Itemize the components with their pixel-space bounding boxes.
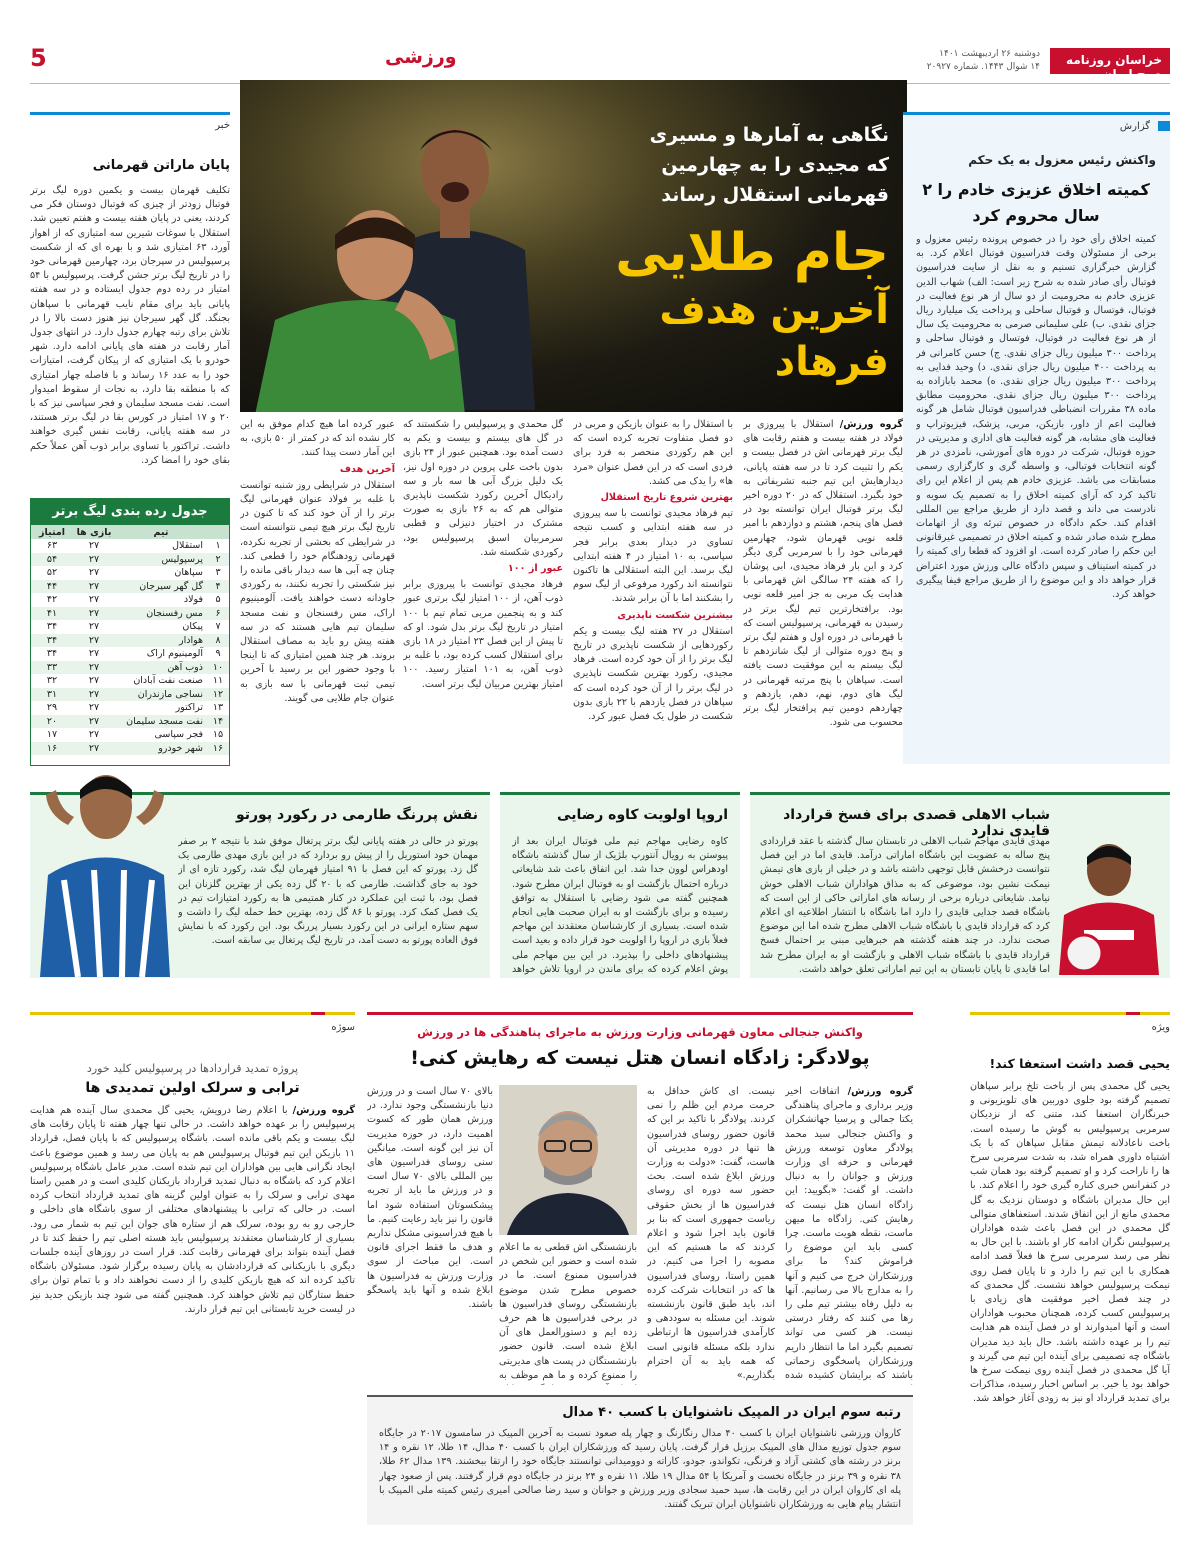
points-cell: ۲۰ (31, 715, 73, 729)
points-cell: ۶۳ (46, 540, 58, 552)
points-cell: ۳۱ (31, 688, 73, 702)
table-row (31, 607, 229, 621)
team-cell: نساجی مازندران (115, 688, 207, 702)
games-cell: ۲۷ (88, 594, 100, 606)
table-row (31, 580, 229, 594)
section-divider (30, 1012, 355, 1015)
player-photo (34, 755, 174, 977)
games-header: بازی ها (73, 525, 115, 539)
article-text: با استقلال را به عنوان بازیکن و مربی در دو فصل متفاوت تجربه کرده است که این هم رکوردی منحصر به فرد برای فردی است که در این فصل عنوان «مرد ها» را یدک می کشد. (573, 419, 733, 487)
rank-cell: ۵ (215, 594, 221, 606)
hero-photo (240, 80, 907, 412)
masthead (30, 42, 1170, 84)
news-headline: پایان ماراتن قهرمانی (92, 158, 230, 173)
league-table-grid (31, 525, 229, 755)
story-tag: ویژه (1151, 1022, 1170, 1033)
rank-cell: ۶ (207, 607, 229, 621)
story-body-wrap (30, 1104, 355, 1520)
player-photo (1054, 835, 1164, 975)
team-cell: فجر سپاسی (154, 729, 203, 741)
story-kicker: پروژه تمدید قراردادها در پرسپولیس کلید خورد (86, 1062, 299, 1075)
story-body: پورتو در حالی در هفته پایانی لیگ برتر پرتغال موفق شد با نتیجه ۲ بر صفر مهمان خود استوریل را از پیش رو بردارد که در این بازی مهدی طارمی یک گل زد. پورتو که این فصل با ۹۱ امتیاز قهرمان لیگ شد، رکورد تازه ای از خود به جای گذاشت. طارمی که با ۲۰ گل زده یکی از بهترین گلزنان این فصل بود، با ثبت این عملکرد در کنار همتیمی ها به رکورد امتیازات تیم در یک فصل کمک کرد. پورتو با ۸۶ گل زده، بهترین خط حمله لیگ را داشت و سهم ستاره ایرانی در این رکورد بسیار پررنگ بود. این رکورد که با نمایش فوق العاده پورتو به دست آمد، در تاریخ لیگ پرتغال بی سابقه است. (178, 836, 478, 947)
medal-body: کاروان ورزشی ناشنوایان ایران با کسب ۴۰ مدال رنگارنگ و چهار پله صعود نسبت به آخرین المپیک در سامسون ۲۰۱۷ در جایگاه سوم جدول توزیع مدال های المپیک برزیل قرار گرفت. پایان رسید که ورزشکاران ایران با کسب ۴۰ مدال، ۱۴ طلا، ۱۲ نقره و ۱۴ برنز در رشته های کشتی آزاد و فرنگی، تکواندو، جودو، کاراته و دوومیدانی توانستند جایگاه خود را ارتقا ببخشند. ۱۳۹ مدال ۶۲ طلا، ۳۸ نقره و ۳۹ برنز در جایگاه نخست و آمریکا با ۵۴ مدال ۱۹ طلا، ۱۱ نقره و ۲۴ برنز در جایگاه دوم قرار گرفتند. پس از صعود چهار پله ای کاروان ایران در این رقابت ها، سید حمید سجادی وزیر ورزش و جوانان و سید رضا صالحی امیری رئیس کمیته ملی المپیک با انتشار پیام هایی به ورزشکاران ناشنوایان ایران تبریک گفتند. (379, 1428, 901, 1511)
article-text: گل محمدی و پرسپولیس را شکستند که در گل های بیستم و بیست و یکم به دست آمده بود. همچنین عبور از ۲۴ بازی بدون باخت علی پروین در دوره اول نیز، یک دلیل بزرگ آبی ها سه بار و سه رادیکال آخرین رکورد شکست ناپذیری متوالی هم که به ۲۶ بازی به صورت مشترک در اختیار دنیزلی و قطبی سرمربیان اسبق پرسپولیس بود، رکوردی شکسته شد. (403, 419, 563, 558)
hero-article-column-2 (573, 418, 733, 764)
rank-cell: ۴ (207, 580, 229, 594)
points-cell: ۳۴ (46, 621, 58, 633)
rank-cell: ۱۶ (207, 742, 229, 756)
rank-header (207, 525, 229, 539)
games-cell: ۲۷ (88, 675, 100, 687)
issue-info (927, 48, 1040, 74)
date-line: دوشنبه ۲۶ اردیبهشت ۱۴۰۱ (939, 49, 1040, 59)
team-cell: صنعت نفت آبادان (133, 675, 203, 687)
story-rezaei (500, 792, 740, 978)
points-cell: ۲۹ (46, 702, 58, 714)
table-row (31, 688, 229, 702)
table-row (31, 647, 229, 661)
byline: گروه ورزش/ (847, 1086, 913, 1097)
points-cell: ۳۴ (31, 634, 73, 648)
points-cell: ۴۴ (31, 580, 73, 594)
story-body: یحیی گل محمدی پس از باخت تلخ برابر سپاهان تصمیم گرفته بود جلوی دوربین های تلویزیونی و خبرنگاران استعفا کند، متنی که از نزدیکان سرمربی پرسپولیس به گوش ما رسیده است. باخت ناعادلانه تیمش مقابل سپاهان که با یک اشتباه داوری همراه شد، به شدت سرمربی سرخ ها را ناراحت کرد و او تصمیم گرفته بود همان شب در کنفرانس خبری کناره گیری خود را اعلام کند. با این حال مدیران باشگاه و دوستان نزدیک به گل محمدی مانع از این اتفاق شدند. استعفاهای متوالی گل محمدی در این فصل باعث شده هواداران پرسپولیس نگران ادامه کار او باشند. با این حال به نظر می رسد سرمربی سرخ ها فعلاً قصد ادامه همکاری با این تیم را دارد و تا پایان فصل روی نیمکت پرسپولیس خواهد نشست. گل محمدی که در چند فصل اخیر موفقیت های زیادی با پرسپولیس کسب کرده، همچنان محبوب هواداران است و آنها امیدوارند او در فصل آینده هم هدایت تیم را بر عهده داشته باشد. حال باید دید مدیران باشگاه چه تصمیمی برای آینده این تیم می گیرند و آیا گل محمدی در فصل آینده روی نیمکت سرخ ها خواهد بود یا خیر. بر اساس اخبار رسیده، مذاکرات برای تمدید قرارداد او نیز به زودی آغاز خواهد شد. (970, 1081, 1170, 1405)
report-body: کمیته اخلاق رأی خود را در خصوص پرونده رئیس معزول و برخی از مسئولان وقت فدراسیون فوتبال اعلام کرد. به گزارش خبرگزاری تسنیم و به نقل از سایت فدراسیون فوتبال رأی صادر شده به شرح زیر است: الف) شهاب الدین عزیزی خادم به محرومیت از دو سال از هر نوع فعالیت در فوتبال، فوتسال و فوتبال ساحلی و پرداخت یک میلیارد ریال جزای نقدی. ب) علی سلیمانی صرمی به محرومیت یک سال از هر نوع فعالیت در فوتبال، فوتسال و فوتبال ساحلی و پرداخت ۳۰۰ میلیون ریال جزای نقدی. ج) حسن کامرانی فر به پرداخت ۴۰۰ میلیون ریال جزای نقدی. د) وحید فدایی به پرداخت ۳۰۰ میلیون ریال جزای نقدی. ه) محمد بابازاده به پرداخت ۳۰۰ میلیون ریال جزای نقدی. محرومیت مطابق ماده ۳۸ مقررات انضباطی فدراسیون فوتبال شامل هر گونه فعالیت اعم از داور، بازیکن، مربی، پزشک، فیزیوتراپ و فعالیت های مشابه، هر گونه فعالیت های اداری و مدیریتی در حوزه فوتبال، شرکت در دوره های آموزشی، نامزدی در هر گونه انتخابات فوتبالی، و واسطه گری و کارگزاری رسمی مسابقات می باشد. عزیزی خادم هم پس از اعلام این رای تاکید کرد که آرای کمیته اخلاق را به تصمیم یک سویه و نادرست می داند و قصد دارد از طریق مراجع بین المللی اقدام کند. حکم دادگاه در خصوص تبرئه وی از اتهامات مطرح شده صادر شده و کمیته اخلاق در تصمیمی غیرقانونی این حکم را صادر کرده است. او افزود که قطعا رای کمیته را در کمیته استیناف و سپس دادگاه عالی ورزش مورد اعتراض قرار خواهد داد و این موضوع را از طریق مراجع فیفا پیگیری خواهد کرد. (916, 234, 1156, 601)
table-row (31, 566, 229, 580)
team-cell: گل گهر سیرجان (115, 580, 207, 594)
points-cell: ۵۴ (31, 553, 73, 567)
story-body: با اعلام رضا درویش، یحیی گل محمدی سال آینده هم هدایت پرسپولیس را بر عهده خواهد داشت. در حالی تنها چهار هفته تا پایان رقابت های لیگ بیست و یکم باقی مانده است. باشگاه پرسپولیس که با پایان فصل، قرارداد ۱۱ بازیکن این تیم فوتبال پرسپولیس هم به پایان می رسد و همین موضوع باعث ایجاد نگرانی هایی بین هواداران این تیم شده است. مدیر عامل باشگاه پرسپولیس اعلام کرد که باشگاه به دنبال تمدید قرارداد بازیکنان کلیدی است و در همین راستا مهدی ترابی و سرلک را به عنوان اولین گزینه های تمدید قرارداد انتخاب کرده است. در حالی که ترابی با پیشنهادهای مختلفی از سوی باشگاه های داخلی و خارجی رو به رو بوده، سرلک هم از ستاره های جوان این تیم به شمار می رود. بسیاری از کارشناسان معتقدند پرسپولیس باید هسته اصلی تیم را حفظ کند تا در فصل آینده بتواند برای قهرمانی رقابت کند. قرار است در روزهای آینده جلسات دیگری با بازیکنانی که قراردادشان به پایان رسیده برگزار شود. مسئولان باشگاه تاکید کرده اند که هیچ بازیکن کلیدی را از دست نخواهند داد و با تمام توان برای حفظ ستارگان تیم تلاش خواهند کرد. همچنین گفته می شود چند بازیکن جدید نیز در لیست خرید تابستانی این تیم قرار دارند. (30, 1105, 355, 1315)
article-text: استقلال با پیروزی بر فولاد در هفته بیست و هفتم رقابت های لیگ برتر قهرمانی اش در فصل بیست و یکم را تثبیت کرد تا در سه هفته پایانی، دیدارهایش این تیم جنبه تشریفاتی به خود بگیرد. استقلال که در ۲۰ دوره اخیر لیگ برتر فوتبال ایران توانسته بود در فصل های پنجم، هشتم و دوازدهم با امیر قلعه نویی قهرمان شود، چهارمین قهرمانی خود را با سرمربی گری دیگر کرد و این بار فرهاد مجیدی، ابی پوشان را که هفته ۲۴ سالگی اش قهرمانی با هدایت یک مربی به جز امیر قلعه نویی بود. برافتخارترین تیم لیگ برتر در رسیدن به قهرمانی، پرسپولیس است که با قهرمانی در دوره اول و هفتم لیگ برتر و پنج دوره متوالی از لیگ شانزدهم تا لیگ بیستم به این موفقیت دست یافته است. سپاهان با پنج مرتبه قهرمانی در لیگ های دوم، نهم، دهم، یازدهم و چهاردهم دومین تیم پرافتخار لیگ برتر محسوب می شود. (743, 419, 903, 729)
table-row (31, 593, 229, 607)
story-tag: سوژه (331, 1022, 355, 1033)
player-figure-illustration (255, 200, 465, 412)
story-headline: نقش پررنگ طارمی در رکورد پورتو (235, 807, 478, 823)
team-cell: پیکان (182, 621, 203, 633)
points-cell: ۱۷ (46, 729, 58, 741)
table-row (31, 701, 229, 715)
league-table-title: جدول رده بندی لیگ برتر (31, 499, 229, 525)
hero-subtitle: آخرین هدف (659, 287, 889, 333)
rank-cell: ۱۰ (207, 661, 229, 675)
games-cell: ۲۷ (73, 553, 115, 567)
team-cell: مس رفسنجان (115, 607, 207, 621)
report-headline: کمیته اخلاق عزیزی خادم را ۲ سال محروم کرد (922, 180, 1150, 225)
hero-kicker-line: که مجیدی را به چهارمین (661, 154, 889, 176)
games-cell: ۲۷ (88, 540, 100, 552)
games-cell: ۲۷ (88, 648, 100, 660)
main-story-column-2: نیست. ای کاش حداقل به حرمت مردم این ظلم را نمی کردند. پولادگر با تاکید بر این که قانون حضور روسای فدراسیون ها تنها در دوره مدیریتی آن هاست، گفت: «دولت به وزارت ورزش ابلاغ شده است. بحث حضور سه دوره ای روسای فدراسیون ها از بخش حقوقی ریاست جمهوری است که بنا بر قانون باید اجرا شود و اعلام کردند که ما هستیم که این مصوبه را اجرا می کنیم. در همین راستا، روسای فدراسیون ها که در انتخابات شرکت کرده اند، باید طبق قانون بازنشسته شوند. این مسئله به سوددهی و کارآمدی فدراسیون ها ارتباطی ندارد بلکه مسئله قانونی است که همه باید به آن احترام بگذاریم.» (647, 1086, 775, 1382)
hero-article-column-4 (240, 418, 395, 764)
story-qaedi (750, 792, 1170, 978)
story-golmohammadi (970, 1012, 1170, 1520)
games-cell: ۲۷ (88, 702, 100, 714)
team-cell: پرسپولیس (115, 553, 207, 567)
news-divider (30, 112, 230, 115)
story-body: مهدی قایدی مهاجم شباب الاهلی در تابستان سال گذشته با عقد قراردادی پنج ساله به عضویت این باشگاه اماراتی درآمد. قایدی اما در این فصل نتوانست درخشش قابل توجهی داشته باشد و در خیلی از بازی های تیمش نیمکت نشین بود، موضوعی که به مذاق هواداران شباب الاهلی خوش نیامد. شایعاتی درباره برخی از رسانه های اماراتی حاکی از این است که باشگاه قصد جدایی قایدی را دارد اما باشگاه با انتشار اطلاعیه ای اعلام کرد که قرارداد قایدی با باشگاه شباب الاهلی مطرح شده اما این موضوع صحت ندارد. در چند هفته گذشته هم خبرهایی مبنی بر احتمال فسخ قرارداد قایدی با باشگاه شباب الاهلی و بازگشت او به ایران مطرح شد اما قایدی تا پایان تابستان به این تیم اماراتی تعلق خواهد داشت. (760, 836, 1050, 975)
article-text: فرهاد مجیدی توانست با پیروزی برابر ذوب آهن، از ۱۰۰ امتیاز لیگ برتری عبور کند و به پنجمین مربی تمام تیم با ۱۰۰ امتیاز در تاریخ لیگ برتر بدل شود. او که تا پیش از این فصل ۲۳ امتیاز در ۱۸ بازی برای استقلال کسب کرده بود، با غلبه بر ذوب آهن، به ۱۰۱ امتیاز رسید. ۱۰۰ امتیاز بهترین مربیان لیگ برتر است. (403, 579, 563, 690)
medal-story (367, 1395, 913, 1525)
article-text: تیم فرهاد مجیدی توانست با سه پیروزی در سه هفته ابتدایی و کسب نتیجه تساوی در دیدار بعدی برابر فجر سپاسی، به ۱۰ امتیاز در ۴ هفته ابتدایی لیگ برسد. این البته استقلالی ها تاکنون نتوانسته اند رکورد مرفوعی از لیگ سوم را بشکنند اما با آن برابر شدند. (573, 508, 733, 605)
team-header: تیم (115, 525, 207, 539)
games-cell: ۲۷ (73, 580, 115, 594)
report-tag: گزارش (1119, 121, 1150, 132)
hero-article-column-1 (743, 418, 903, 764)
hero-kicker-line: نگاهی به آمارها و مسیری (649, 124, 889, 146)
byline: گروه ورزش/ (292, 1105, 355, 1116)
article-subheading: بیشترین شکست ناپذیری (617, 609, 733, 621)
rank-cell: ۸ (207, 634, 229, 648)
article-text: استقلال در ۲۷ هفته لیگ بیست و یکم رکوردهایی از شکست ناپذیری در تاریخ لیگ برتر را از آن خود کرده است. فرهاد مجیدی، رکورد بهترین شکست ناپذیری در لیگ برتر را از آن خود کرده است که سپاهان در فصل یازدهم با ۲۲ بازی بدون شکست در طول یک فصل عبور کرد. (573, 625, 733, 723)
rank-cell: ۱۴ (207, 715, 229, 729)
table-row (31, 661, 229, 675)
main-story-column-3: بازنشستگی اش قطعی به ما اعلام شده است و حضور این شخص در فدراسیون ممنوع است. ما در خصوص مطرح شدن موضوع بازنشستگی روسای فدراسیون ها در برخی فدراسیون ها هم حرف زده ایم و دستورالعمل های آن ابلاغ شده است. قانون حضور بازنشستگان در پست های مدیریتی را ممنوع کرده و ما هم موظف به (499, 1242, 637, 1381)
league-table (30, 498, 230, 766)
team-cell: فولاد (183, 594, 203, 606)
story-headline: اروپا اولویت کاوه رضایی (557, 807, 728, 823)
official-portrait-photo (499, 1085, 637, 1235)
team-cell: تراکتور (175, 702, 203, 714)
story-headline: ترابی و سرلک اولین تمدیدی ها (85, 1080, 300, 1096)
byline: گروه ورزش/ (839, 419, 903, 430)
newspaper-logo: خراسان روزنامه صبح ایران (1050, 48, 1170, 74)
rank-cell: ۱۳ (212, 702, 224, 714)
story-contracts (30, 1012, 355, 1520)
team-cell: نفت مسجد سلیمان (115, 715, 207, 729)
story-body: کاوه رضایی مهاجم تیم ملی فوتبال ایران بعد از پیوستن به رویال آنتورپ بلژیک از سال گذشته باشگاه اودهراس لوون جدا شد. این اتفاق باعث شد شایعاتی درباره احتمال بازگشت او به فوتبال ایران مطرح شود. همچنین گفته می شود رضایی با استقلال به توافق رسیده و برای بازگشت او به ایران صحبت هایی انجام شده است. بسیاری از کارشناسان معتقدند این مهاجم فعلاً بازی در اروپا را اولویت خود قرار داده و بعید است پیشنهادهای داخلی را بپذیرد. در این بین مهاجم ملی پوش اعلام کرده که برای ماندن در اروپا تلاش خواهد (512, 836, 728, 975)
table-header-row (31, 525, 229, 539)
medal-headline: رتبه سوم ایران در المپیک ناشنوایان با کسب ۴۰ مدال (562, 1405, 901, 1420)
table-row (31, 553, 229, 567)
section-name: ورزشی (385, 46, 457, 68)
table-row (31, 742, 229, 756)
news-body: تکلیف قهرمان بیست و یکمین دوره لیگ برتر فوتبال زودتر از چیزی که فوتبال دوستان فکر می کردند، یعنی در پایان هفته بیست و هفتم تعیین شد. استقلال با سوغات شیرین سه امتیازی که از اهواز آورد، ۶۳ امتیازی شد و با بهره ای که از شکست پرسپولیس در سپرجان برد، چهارمین قهرمانی خود را در تاریخ لیگ برتر جشن گرفت. پرسپولیس با ۵۴ امتیاز در رده دوم جدول ایستاده و در سه هفته پایانی باید برای مقام نایب قهرمانی با سپاهان بجنگد. گل گهر سیرجان نیز هنوز دست بالا را در تلاش برای رتبه چهارم جدول دارد. در انتهای جدول آمار رقابت در هفته های پایانی ادامه دارد. شهر خودرو با یک امتیازی که از پیکان گرفت، امتیازات خود را به عدد ۱۶ رساند و با فاصله چهار امتیازی که با منطقه بقا دارد، به نجات از سقوط امیدوار است. نفت مسجد سلیمان و فجر سپاسی نیز که با ۲۰ و ۱۷ امتیاز در کورس بقا در لیگ برتر هستند، در سه هفته پایانی، رقابت نفس گیری خواهند داشت. تراکتور با تساوی برابر ذوب آهن عملاً حکم بقای خود را امضا کرد. (30, 185, 230, 466)
games-cell: ۲۷ (73, 715, 115, 729)
article-text: عبور کرده اما هیچ کدام موفق به این کار نشده اند که در کمتر از ۵۰ بازی، به این آمار دست پیدا کنند. (240, 419, 395, 459)
rank-cell: ۷ (215, 621, 221, 633)
games-cell: ۲۷ (73, 634, 115, 648)
team-cell: سپاهان (174, 567, 203, 579)
table-row (31, 634, 229, 648)
rank-cell: ۲ (207, 553, 229, 567)
article-text: استقلال در شرایطی روز شنبه توانست با غلبه بر فولاد عنوان قهرمانی لیگ برتر را از آن خود کند که تا کنون در تاریخ لیگ برتر هیچ تیمی نتوانسته است در شرایطی که بخشی از تجربه نکرده، قهرمانی زودهنگام خود را قطعی کند. چنان چه آبی ها سه دیدار باقی مانده را نیز شکستی را تجربه نکنند، به رکوردی جاودانه دست خواهند یافت. آلومینیوم اراک، مس رفسنجان و نفت مسجد سلیمان تیم هایی هستند که در سه هفته پیش رو باید به مصاف استقلال بروند. هر چند همین امتیازی که تا اینجا با وجود حضور این بر رسید با آخرین تیمی ثبت قهرمانی با سه بازی به عنوان جام طلایی می گویند. (240, 479, 395, 704)
table-row (31, 674, 229, 688)
games-cell: ۲۷ (88, 621, 100, 633)
table-row (31, 728, 229, 742)
issue-line: ۱۴ شوال ۱۴۴۳. شماره ۲۰۹۲۷ (926, 62, 1040, 72)
points-cell: ۱۶ (31, 742, 73, 756)
hero-subtitle: فرهاد (774, 339, 889, 385)
hero-kicker-line: قهرمانی استقلال رساند (661, 184, 889, 206)
report-tag-marker (1158, 121, 1170, 131)
report-kicker: واکنش رئیس معزول به یک حکم (968, 153, 1156, 167)
rank-cell: ۱۲ (207, 688, 229, 702)
main-story-column-1 (785, 1085, 913, 1385)
league-table-body (31, 539, 229, 755)
games-cell: ۲۷ (88, 729, 100, 741)
story-headline: شباب الاهلی قصدی برای فسخ قرارداد قایدی ندارد (783, 807, 1050, 839)
main-story-kicker: واکنش جنجالی معاون قهرمانی وزارت ورزش به ماجرای پناهندگی ها در ورزش (417, 1025, 863, 1039)
team-cell: استقلال (172, 540, 203, 552)
report-box (903, 112, 1170, 764)
points-cell: ۴۲ (46, 594, 58, 606)
points-cell: ۳۲ (46, 675, 58, 687)
article-text: اتفاقات اخیر وزیر برداری و ماجرای پناهندگی یکتا جمالی و پرسیا جهانشکران و واکنش جنجالی سید محمد پولادگر معاون توسعه ورزش قهرمانی و حرفه ای وزارت ورزش و جوانان را به دنبال داشت. او گفت: «بگویید: این زادگاه انسان هتل نیست که رهایش کنی. زادگاه ما میهن ماست، نقطه هویت ماست. چرا کسی باید این موضوع را فراموش کند؟ ما برای ورزشکاران خرج می کنیم و آنها را به مدارج بالا می رسانیم. آنها به دلیل رفاه بیشتر تیم ملی را رها می کنند که رفتار درستی نیست. هر کسی می تواند تصمیم بگیرد اما ما انتظار داریم ورزشکاران پاسخگوی زحماتی باشند که برایشان کشیده شده (785, 1086, 913, 1382)
rank-cell: ۱ (215, 540, 221, 552)
points-cell: ۵۲ (46, 567, 58, 579)
story-headline: یحیی قصد داشت استعفا کند! (989, 1056, 1170, 1071)
news-tag: خبر (215, 120, 230, 131)
games-cell: ۲۷ (88, 567, 100, 579)
article-subheading: عبور از ۱۰۰ (507, 563, 563, 575)
games-cell: ۲۷ (73, 688, 115, 702)
games-cell: ۲۷ (73, 607, 115, 621)
hero-article-column-3 (403, 418, 563, 764)
table-row (31, 539, 229, 553)
middle-band (30, 792, 1170, 978)
hero-title: جام طلایی (615, 223, 889, 283)
table-row (31, 715, 229, 729)
team-cell: هوادار (115, 634, 207, 648)
table-row (31, 620, 229, 634)
rank-cell: ۹ (215, 648, 221, 660)
rank-cell: ۳ (215, 567, 221, 579)
section-divider (970, 1012, 1170, 1015)
main-story-headline: پولادگر: زادگاه انسان هتل نیست که رهایش کنی! (410, 1047, 870, 1069)
main-story-column-4: بالای ۷۰ سال است و در ورزش دنیا بازنشستگی وجود ندارد. در ورزش همان طور که کسوت اهمیت دارد، در حوزه مدیریت آن نیز این گونه است. میانگین سنی روسای فدراسیون های بین المللی بالای ۷۰ سال است و در ورزش ما باید از تجربه پیشکسوتان استفاده شود اما قانون را نیز باید رعایت کنیم. ما با هیچ فدراسیونی مشکل نداریم و هدف ما فقط اجرای قانون است. این مباحث از سوی وزارت ورزش به فدراسیون ها ابلاغ شده و آنها باید پاسخگو باشند. (367, 1086, 493, 1311)
points-cell: ۴۱ (31, 607, 73, 621)
article-subheading: بهترین شروع تاریخ استقلال (600, 492, 733, 504)
games-cell: ۲۷ (73, 742, 115, 756)
hero-headline-block (609, 120, 889, 388)
team-cell: ذوب آهن (115, 661, 207, 675)
rank-cell: ۱۵ (212, 729, 224, 741)
points-cell: ۳۳ (31, 661, 73, 675)
page-number: 5 (30, 44, 47, 72)
games-cell: ۲۷ (73, 661, 115, 675)
team-cell: آلومینیوم اراک (146, 648, 203, 660)
story-taremi (30, 792, 490, 978)
team-cell: شهر خودرو (115, 742, 207, 756)
article-subheading: آخرین هدف (339, 463, 395, 475)
rank-cell: ۱۱ (212, 675, 224, 687)
points-cell: ۳۴ (46, 648, 58, 660)
points-header: امتیاز (31, 525, 73, 539)
